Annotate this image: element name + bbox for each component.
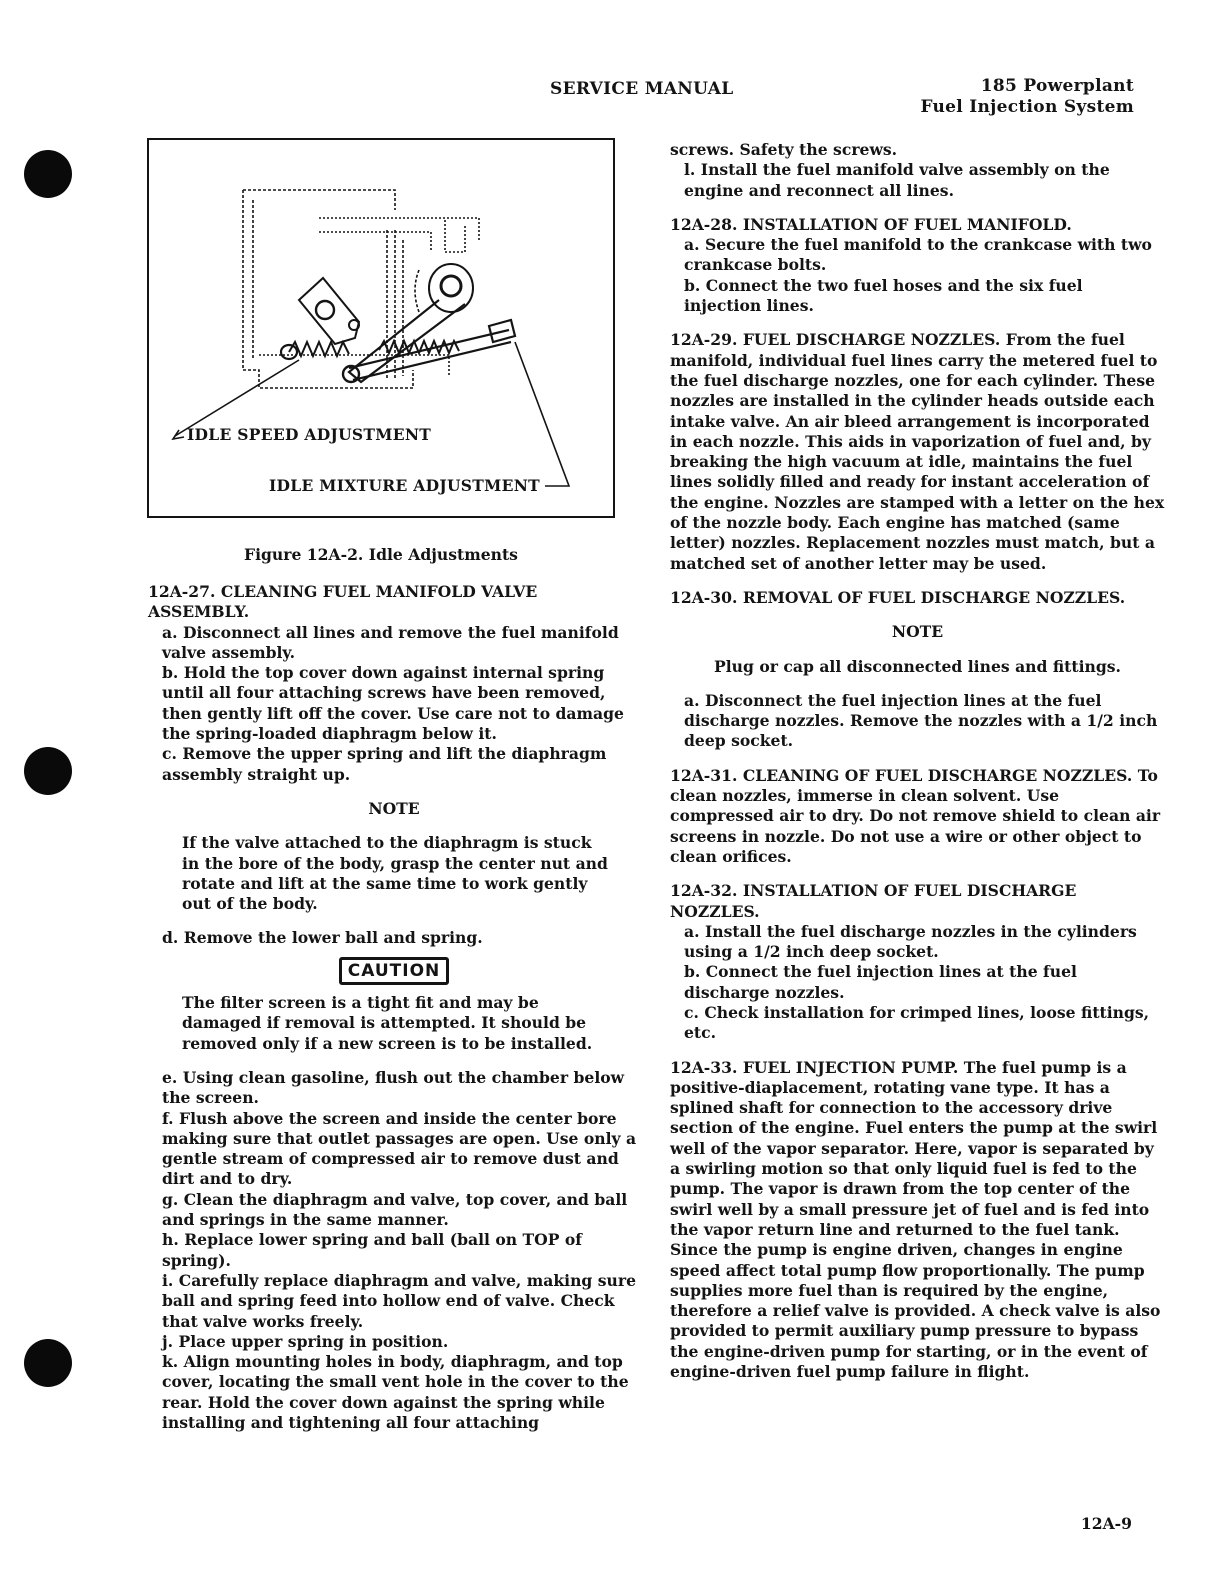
- section-heading-12a-28: 12A-28. INSTALLATION OF FUEL MANIFOLD.: [670, 214, 1072, 234]
- upper-bracket-inner: [319, 232, 431, 250]
- idle-mixture-leader: [515, 342, 569, 486]
- left-column: [148, 582, 640, 1433]
- step-b: b. Connect the two fuel hoses and the six fuel injection lines.: [684, 275, 1083, 316]
- mixture-pivot-nut: [441, 276, 461, 296]
- step-h: h. Replace lower spring and ball (ball on TOP of spring).: [162, 1230, 582, 1270]
- idle-mixture-label: IDLE MIXTURE ADJUSTMENT: [269, 476, 540, 495]
- section-12a-31: [670, 766, 1165, 867]
- page-header-section: [920, 76, 1134, 118]
- binder-hole: [24, 747, 72, 795]
- right-column: [670, 140, 1165, 1382]
- figure-drawing: [149, 140, 613, 516]
- section-line-1: 185 Powerplant: [980, 76, 1134, 96]
- step-a: a. Install the fuel discharge nozzles in the cylinders using a 1/2 inch deep socket.: [684, 921, 1137, 962]
- page-header-title: SERVICE MANUAL: [550, 79, 734, 99]
- figure-idle-adjustments: [147, 138, 615, 518]
- section-body-12a-29: From the fuel manifold, individual fuel lines carry the metered fuel to the fuel discharge nozzles, one for each cylinder. These nozzles are installed in the cylinder heads outside each intake valve. An air bleed arrangement is incorporated in each nozzle. This aids in vaporization of fuel and, by breaking the high vacuum at idle, maintains the fuel lines solidly filled and ready for instant acceleration of the engine. Nozzles are stamped with a letter on the hex of the nozzle body. Each engine has matched (same letter) nozzles. Replacement nozzles must match, but a matched set of another letter may be used.: [670, 330, 1165, 573]
- caution-body: The filter screen is a tight fit and may be damaged if removal is attempted. It should be removed only if a new screen is to be installed.: [182, 993, 593, 1053]
- section-12a-33: [670, 1058, 1165, 1383]
- step-a: a. Disconnect all lines and remove the fuel manifold valve assembly.: [162, 622, 619, 662]
- housing-top: [243, 190, 395, 210]
- section-heading-12a-29: 12A-29. FUEL DISCHARGE NOZZLES.: [670, 330, 1001, 350]
- binder-hole: [24, 150, 72, 198]
- step-c: c. Remove the upper spring and lift the diaphragm assembly straight up.: [162, 744, 607, 784]
- step-a: a. Disconnect the fuel injection lines at the fuel discharge nozzles. Remove the nozzles with a 1/2 inch deep socket.: [684, 690, 1158, 751]
- idle-speed-label: IDLE SPEED ADJUSTMENT: [187, 425, 432, 444]
- section-body-12a-31: To clean nozzles, immerse in clean solvent. Use compressed air to dry. Do not remove shield to clean air screens in nozzle. Do not use a wire or other object to clean orifices.: [670, 765, 1161, 866]
- section-heading-12a-30: 12A-30. REMOVAL OF FUEL DISCHARGE NOZZLES.: [670, 587, 1126, 607]
- section-12a-29: [670, 330, 1165, 574]
- idle-mixture-spring: [379, 341, 459, 353]
- section-body-12a-33: The fuel pump is a positive-diaplacement, rotating vane type. It has a splined shaft for connection to the accessory drive section of the engine. Fuel enters the pump at the swirl well of the vapor separator. Here, vapor is separated by a swirling motion so that only liquid fuel is fed to the pump. The vapor is drawn from the top center of the swirl well by a small pressure jet of fuel and is fed into the vapor return line and returned to the fuel tank. Since the pump is engine driven, changes in engine speed affect total pump flow proportionally. The pump supplies more fuel than is required by the engine, therefore a relief valve is provided. A check valve is also provided to permit auxiliary pump pressure to bypass the engine-driven pump for starting, or in the event of engine-driven fuel pump failure in flight.: [670, 1057, 1161, 1382]
- page-number: 12A-9: [1080, 1514, 1132, 1533]
- step-j: j. Place upper spring in position.: [162, 1331, 449, 1351]
- upper-bracket: [319, 218, 479, 240]
- step-d: d. Remove the lower ball and spring.: [162, 928, 483, 948]
- idle-speed-spring: [289, 342, 349, 356]
- note-body: If the valve attached to the diaphragm is stuck in the bore of the body, grasp the center nut and rotate and lift at the same time to work gently out of the body.: [182, 833, 608, 914]
- binder-hole: [24, 1339, 72, 1387]
- small-boss: [445, 220, 465, 252]
- section-heading-12a-33: 12A-33. FUEL INJECTION PUMP.: [670, 1057, 959, 1077]
- step-l: l. Install the fuel manifold valve assembly on the engine and reconnect all lines.: [684, 160, 1110, 200]
- step-a: a. Secure the fuel manifold to the crankcase with two crankcase bolts.: [684, 235, 1152, 275]
- idle-speed-screw-head: [316, 301, 334, 319]
- step-i: i. Carefully replace diaphragm and valve, making sure ball and spring feed into hollow end of valve. Check that valve works freely.: [162, 1270, 637, 1331]
- mixture-pivot-ring: [429, 264, 473, 312]
- step-e: e. Using clean gasoline, flush out the chamber below the screen.: [162, 1067, 625, 1108]
- section-line-2: Fuel Injection System: [920, 97, 1134, 117]
- step-f: f. Flush above the screen and inside the center bore making sure that outlet passages are open. Use only a gentle stream of compressed air to remove dust and dirt and to dry.: [162, 1108, 637, 1189]
- step-k: k. Align mounting holes in body, diaphragm, and top cover, locating the small vent hole in the cover to the rear. Hold the cover down against the spring while installing and tightening all four attaching: [162, 1352, 629, 1432]
- section-heading-12a-31: 12A-31. CLEANING OF FUEL DISCHARGE NOZZLES.: [670, 765, 1133, 785]
- note-body: Plug or cap all disconnected lines and fittings.: [714, 656, 1121, 676]
- idle-speed-plate: [299, 278, 359, 344]
- section-heading-12a-32: 12A-32. INSTALLATION OF FUEL DISCHARGE NOZZLES.: [670, 881, 1077, 921]
- note-title: NOTE: [368, 798, 420, 818]
- step-g: g. Clean the diaphragm and valve, top cover, and ball and springs in the same manner.: [162, 1189, 628, 1230]
- figure-caption: Figure 12A-2. Idle Adjustments: [244, 545, 518, 564]
- note-title: NOTE: [891, 622, 944, 642]
- step-b: b. Hold the top cover down against internal spring until all four attaching screws have been removed, then gently lift off the cover. Use care not to damage the spring-loaded diaphragm below it.: [162, 663, 624, 744]
- section-heading-12a-27: 12A-27. CLEANING FUEL MANIFOLD VALVE ASSEMBLY.: [148, 582, 538, 622]
- continued-text: screws. Safety the screws.: [670, 140, 898, 159]
- caution-badge: CAUTION: [339, 957, 450, 985]
- step-c: c. Check installation for crimped lines, loose fittings, etc.: [684, 1002, 1150, 1043]
- pivot-shadow: [415, 270, 419, 312]
- step-b: b. Connect the fuel injection lines at the fuel discharge nozzles.: [684, 962, 1077, 1002]
